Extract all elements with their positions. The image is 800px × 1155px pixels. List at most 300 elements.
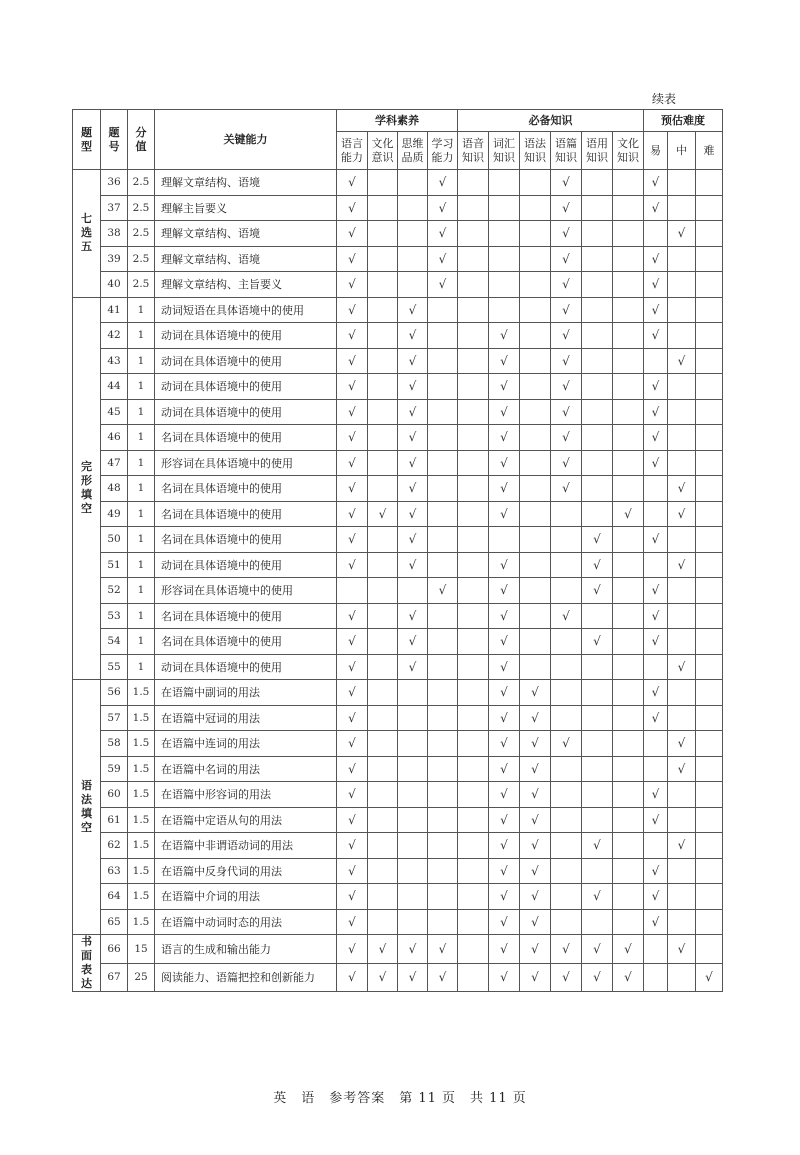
table-row <box>73 603 723 629</box>
table-row <box>73 680 723 706</box>
page-footer: 英 语 参考答案 第 11 页 共 11 页 <box>273 1091 527 1106</box>
table-row <box>73 374 723 400</box>
empty-cell <box>582 476 613 502</box>
table-row <box>73 399 723 425</box>
empty-cell <box>644 552 668 578</box>
check-mark: √ <box>551 963 582 992</box>
question-score: 1 <box>128 527 155 553</box>
question-score: 2.5 <box>128 170 155 196</box>
check-mark: √ <box>337 450 368 476</box>
question-number: 48 <box>101 476 128 502</box>
section-label <box>73 297 101 680</box>
header-literacy-col-text: 思维品质 <box>401 136 424 164</box>
empty-cell <box>668 450 696 476</box>
empty-cell <box>458 501 489 527</box>
key-ability: 在语篇中动词时态的用法 <box>155 909 337 935</box>
table-row <box>73 221 723 247</box>
empty-cell <box>551 807 582 833</box>
empty-cell <box>644 654 668 680</box>
empty-cell <box>551 629 582 655</box>
header-knowledge-col-text: 语用知识 <box>586 136 608 164</box>
table-row <box>73 272 723 298</box>
empty-cell <box>458 909 489 935</box>
empty-cell <box>551 909 582 935</box>
check-mark: √ <box>337 297 368 323</box>
check-mark: √ <box>368 963 398 992</box>
empty-cell <box>398 884 428 910</box>
empty-cell <box>458 195 489 221</box>
empty-cell <box>551 705 582 731</box>
question-score: 1 <box>128 603 155 629</box>
check-mark: √ <box>398 450 428 476</box>
question-score: 1 <box>128 578 155 604</box>
check-mark: √ <box>551 246 582 272</box>
question-number: 47 <box>101 450 128 476</box>
empty-cell <box>520 297 551 323</box>
empty-cell <box>582 705 613 731</box>
header-literacy-col-2 <box>398 132 428 170</box>
empty-cell <box>668 425 696 451</box>
header-knowledge-col-text: 语法知识 <box>524 136 546 164</box>
empty-cell <box>613 170 644 196</box>
check-mark: √ <box>668 221 696 247</box>
check-mark: √ <box>551 348 582 374</box>
check-mark: √ <box>582 552 613 578</box>
empty-cell <box>368 884 398 910</box>
question-score: 1.5 <box>128 909 155 935</box>
check-mark: √ <box>428 170 458 196</box>
empty-cell <box>668 705 696 731</box>
empty-cell <box>398 807 428 833</box>
check-mark: √ <box>398 629 428 655</box>
empty-cell <box>613 833 644 859</box>
exam-spec-table <box>72 109 723 992</box>
empty-cell <box>428 297 458 323</box>
empty-cell <box>368 348 398 374</box>
check-mark: √ <box>337 221 368 247</box>
empty-cell <box>458 756 489 782</box>
key-ability: 形容词在具体语境中的使用 <box>155 578 337 604</box>
check-mark: √ <box>582 578 613 604</box>
empty-cell <box>613 195 644 221</box>
empty-cell <box>368 374 398 400</box>
key-ability: 在语篇中形容词的用法 <box>155 782 337 808</box>
question-score: 1 <box>128 501 155 527</box>
empty-cell <box>582 501 613 527</box>
check-mark: √ <box>428 221 458 247</box>
check-mark: √ <box>520 807 551 833</box>
empty-cell <box>458 246 489 272</box>
empty-cell <box>398 909 428 935</box>
empty-cell <box>696 578 723 604</box>
check-mark: √ <box>398 425 428 451</box>
check-mark: √ <box>551 450 582 476</box>
check-mark: √ <box>668 731 696 757</box>
check-mark: √ <box>337 425 368 451</box>
empty-cell <box>368 450 398 476</box>
empty-cell <box>696 629 723 655</box>
check-mark: √ <box>644 909 668 935</box>
table-row <box>73 963 723 992</box>
empty-cell <box>696 399 723 425</box>
empty-cell <box>368 680 398 706</box>
empty-cell <box>428 833 458 859</box>
empty-cell <box>582 297 613 323</box>
empty-cell <box>613 450 644 476</box>
check-mark: √ <box>489 782 520 808</box>
question-number: 54 <box>101 629 128 655</box>
empty-cell <box>696 858 723 884</box>
question-score: 1.5 <box>128 705 155 731</box>
check-mark: √ <box>398 552 428 578</box>
empty-cell <box>520 552 551 578</box>
empty-cell <box>428 680 458 706</box>
key-ability: 动词在具体语境中的使用 <box>155 323 337 349</box>
empty-cell <box>696 374 723 400</box>
empty-cell <box>337 578 368 604</box>
empty-cell <box>458 680 489 706</box>
key-ability: 动词在具体语境中的使用 <box>155 654 337 680</box>
empty-cell <box>458 807 489 833</box>
check-mark: √ <box>398 501 428 527</box>
question-score: 1 <box>128 297 155 323</box>
section-label-text: 语法填空 <box>81 779 92 834</box>
empty-cell <box>428 527 458 553</box>
empty-cell <box>613 858 644 884</box>
question-score: 1 <box>128 425 155 451</box>
header-literacy-col-1 <box>368 132 398 170</box>
empty-cell <box>489 195 520 221</box>
empty-cell <box>696 450 723 476</box>
question-score: 1 <box>128 348 155 374</box>
key-ability: 动词短语在具体语境中的使用 <box>155 297 337 323</box>
empty-cell <box>458 833 489 859</box>
check-mark: √ <box>644 680 668 706</box>
empty-cell <box>613 603 644 629</box>
question-number: 38 <box>101 221 128 247</box>
table-row <box>73 629 723 655</box>
empty-cell <box>458 374 489 400</box>
key-ability: 在语篇中冠词的用法 <box>155 705 337 731</box>
empty-cell <box>696 833 723 859</box>
question-number: 36 <box>101 170 128 196</box>
empty-cell <box>458 935 489 964</box>
empty-cell <box>428 858 458 884</box>
check-mark: √ <box>582 833 613 859</box>
key-ability: 名词在具体语境中的使用 <box>155 629 337 655</box>
check-mark: √ <box>520 731 551 757</box>
empty-cell <box>582 425 613 451</box>
empty-cell <box>582 654 613 680</box>
header-qnum-text: 题号 <box>108 125 120 153</box>
check-mark: √ <box>582 527 613 553</box>
empty-cell <box>644 731 668 757</box>
question-number: 61 <box>101 807 128 833</box>
empty-cell <box>368 221 398 247</box>
check-mark: √ <box>428 578 458 604</box>
empty-cell <box>551 884 582 910</box>
empty-cell <box>458 603 489 629</box>
empty-cell <box>368 654 398 680</box>
check-mark: √ <box>644 629 668 655</box>
empty-cell <box>551 552 582 578</box>
check-mark: √ <box>428 195 458 221</box>
empty-cell <box>644 833 668 859</box>
empty-cell <box>613 909 644 935</box>
table-row <box>73 170 723 196</box>
question-number: 60 <box>101 782 128 808</box>
empty-cell <box>551 782 582 808</box>
check-mark: √ <box>489 756 520 782</box>
empty-cell <box>368 858 398 884</box>
key-ability: 动词在具体语境中的使用 <box>155 374 337 400</box>
empty-cell <box>613 629 644 655</box>
empty-cell <box>458 297 489 323</box>
check-mark: √ <box>551 272 582 298</box>
header-difficulty-col-text: 中 <box>676 143 687 157</box>
header-knowledge-col-5 <box>613 132 644 170</box>
check-mark: √ <box>398 476 428 502</box>
check-mark: √ <box>398 348 428 374</box>
empty-cell <box>696 603 723 629</box>
header-difficulty-col-2 <box>696 132 723 170</box>
empty-cell <box>644 348 668 374</box>
section-label-text: 七选五 <box>81 212 92 254</box>
empty-cell <box>696 807 723 833</box>
empty-cell <box>520 578 551 604</box>
empty-cell <box>489 221 520 247</box>
check-mark: √ <box>337 399 368 425</box>
empty-cell <box>398 731 428 757</box>
table-row <box>73 731 723 757</box>
empty-cell <box>428 552 458 578</box>
table-row <box>73 195 723 221</box>
empty-cell <box>582 603 613 629</box>
empty-cell <box>398 782 428 808</box>
check-mark: √ <box>668 501 696 527</box>
empty-cell <box>668 629 696 655</box>
check-mark: √ <box>582 935 613 964</box>
check-mark: √ <box>644 374 668 400</box>
empty-cell <box>551 833 582 859</box>
check-mark: √ <box>337 884 368 910</box>
key-ability: 理解文章结构、语境 <box>155 221 337 247</box>
empty-cell <box>520 323 551 349</box>
check-mark: √ <box>668 654 696 680</box>
check-mark: √ <box>644 603 668 629</box>
key-ability: 阅读能力、语篇把控和创新能力 <box>155 963 337 992</box>
table-row <box>73 246 723 272</box>
check-mark: √ <box>520 705 551 731</box>
empty-cell <box>696 527 723 553</box>
empty-cell <box>668 782 696 808</box>
check-mark: √ <box>368 501 398 527</box>
empty-cell <box>428 374 458 400</box>
check-mark: √ <box>668 476 696 502</box>
empty-cell <box>613 680 644 706</box>
key-ability: 在语篇中连词的用法 <box>155 731 337 757</box>
empty-cell <box>668 195 696 221</box>
key-ability: 理解文章结构、主旨要义 <box>155 272 337 298</box>
key-ability: 名词在具体语境中的使用 <box>155 476 337 502</box>
empty-cell <box>613 578 644 604</box>
check-mark: √ <box>644 323 668 349</box>
empty-cell <box>398 246 428 272</box>
empty-cell <box>428 323 458 349</box>
table-row <box>73 578 723 604</box>
empty-cell <box>368 705 398 731</box>
empty-cell <box>489 272 520 298</box>
check-mark: √ <box>337 552 368 578</box>
empty-cell <box>668 807 696 833</box>
check-mark: √ <box>398 323 428 349</box>
question-number: 66 <box>101 935 128 964</box>
header-knowledge-col-1 <box>489 132 520 170</box>
empty-cell <box>428 450 458 476</box>
empty-cell <box>668 374 696 400</box>
key-ability: 动词在具体语境中的使用 <box>155 348 337 374</box>
empty-cell <box>520 425 551 451</box>
check-mark: √ <box>489 450 520 476</box>
check-mark: √ <box>551 935 582 964</box>
check-mark: √ <box>489 374 520 400</box>
check-mark: √ <box>668 935 696 964</box>
check-mark: √ <box>644 246 668 272</box>
empty-cell <box>428 425 458 451</box>
empty-cell <box>696 425 723 451</box>
check-mark: √ <box>489 807 520 833</box>
header-difficulty-col-text: 易 <box>650 143 661 157</box>
key-ability: 形容词在具体语境中的使用 <box>155 450 337 476</box>
check-mark: √ <box>337 680 368 706</box>
check-mark: √ <box>337 374 368 400</box>
empty-cell <box>368 807 398 833</box>
empty-cell <box>582 195 613 221</box>
question-number: 56 <box>101 680 128 706</box>
question-score: 1.5 <box>128 807 155 833</box>
empty-cell <box>696 654 723 680</box>
empty-cell <box>696 297 723 323</box>
header-qnum <box>101 110 128 170</box>
check-mark: √ <box>337 858 368 884</box>
check-mark: √ <box>551 374 582 400</box>
check-mark: √ <box>489 680 520 706</box>
check-mark: √ <box>582 884 613 910</box>
check-mark: √ <box>337 705 368 731</box>
empty-cell <box>368 323 398 349</box>
empty-cell <box>428 705 458 731</box>
question-number: 65 <box>101 909 128 935</box>
question-number: 37 <box>101 195 128 221</box>
empty-cell <box>582 756 613 782</box>
empty-cell <box>696 731 723 757</box>
check-mark: √ <box>644 399 668 425</box>
empty-cell <box>668 909 696 935</box>
empty-cell <box>582 374 613 400</box>
question-number: 58 <box>101 731 128 757</box>
empty-cell <box>582 221 613 247</box>
empty-cell <box>696 323 723 349</box>
check-mark: √ <box>489 348 520 374</box>
empty-cell <box>668 680 696 706</box>
empty-cell <box>582 323 613 349</box>
check-mark: √ <box>337 527 368 553</box>
table-row <box>73 654 723 680</box>
table-row <box>73 476 723 502</box>
question-score: 25 <box>128 963 155 992</box>
key-ability: 在语篇中定语从句的用法 <box>155 807 337 833</box>
key-ability: 名词在具体语境中的使用 <box>155 603 337 629</box>
header-knowledge-col-4 <box>582 132 613 170</box>
check-mark: √ <box>489 476 520 502</box>
question-number: 51 <box>101 552 128 578</box>
check-mark: √ <box>613 501 644 527</box>
check-mark: √ <box>668 348 696 374</box>
header-difficulty-col-1 <box>668 132 696 170</box>
check-mark: √ <box>668 833 696 859</box>
check-mark: √ <box>551 170 582 196</box>
header-type-text: 题型 <box>81 125 92 153</box>
table-row <box>73 756 723 782</box>
header-knowledge-col-text: 语篇知识 <box>555 136 577 164</box>
check-mark: √ <box>489 705 520 731</box>
empty-cell <box>613 323 644 349</box>
empty-cell <box>613 221 644 247</box>
empty-cell <box>582 909 613 935</box>
empty-cell <box>428 782 458 808</box>
question-number: 39 <box>101 246 128 272</box>
empty-cell <box>696 782 723 808</box>
empty-cell <box>398 221 428 247</box>
empty-cell <box>582 731 613 757</box>
empty-cell <box>668 399 696 425</box>
empty-cell <box>368 756 398 782</box>
empty-cell <box>696 170 723 196</box>
question-score: 1 <box>128 552 155 578</box>
check-mark: √ <box>489 963 520 992</box>
check-mark: √ <box>696 963 723 992</box>
check-mark: √ <box>551 195 582 221</box>
check-mark: √ <box>644 272 668 298</box>
key-ability: 理解主旨要义 <box>155 195 337 221</box>
check-mark: √ <box>489 731 520 757</box>
check-mark: √ <box>613 963 644 992</box>
question-score: 1 <box>128 399 155 425</box>
question-score: 2.5 <box>128 195 155 221</box>
empty-cell <box>668 884 696 910</box>
header-ability: 关键能力 <box>155 110 337 170</box>
header-group-literacy: 学科素养 <box>337 110 458 132</box>
empty-cell <box>668 170 696 196</box>
check-mark: √ <box>428 963 458 992</box>
check-mark: √ <box>551 399 582 425</box>
table-row <box>73 705 723 731</box>
check-mark: √ <box>489 323 520 349</box>
check-mark: √ <box>398 654 428 680</box>
empty-cell <box>458 654 489 680</box>
empty-cell <box>398 170 428 196</box>
empty-cell <box>520 272 551 298</box>
empty-cell <box>368 909 398 935</box>
question-number: 40 <box>101 272 128 298</box>
question-number: 67 <box>101 963 128 992</box>
empty-cell <box>458 527 489 553</box>
empty-cell <box>696 935 723 964</box>
empty-cell <box>520 603 551 629</box>
question-score: 1.5 <box>128 756 155 782</box>
empty-cell <box>520 246 551 272</box>
empty-cell <box>613 552 644 578</box>
